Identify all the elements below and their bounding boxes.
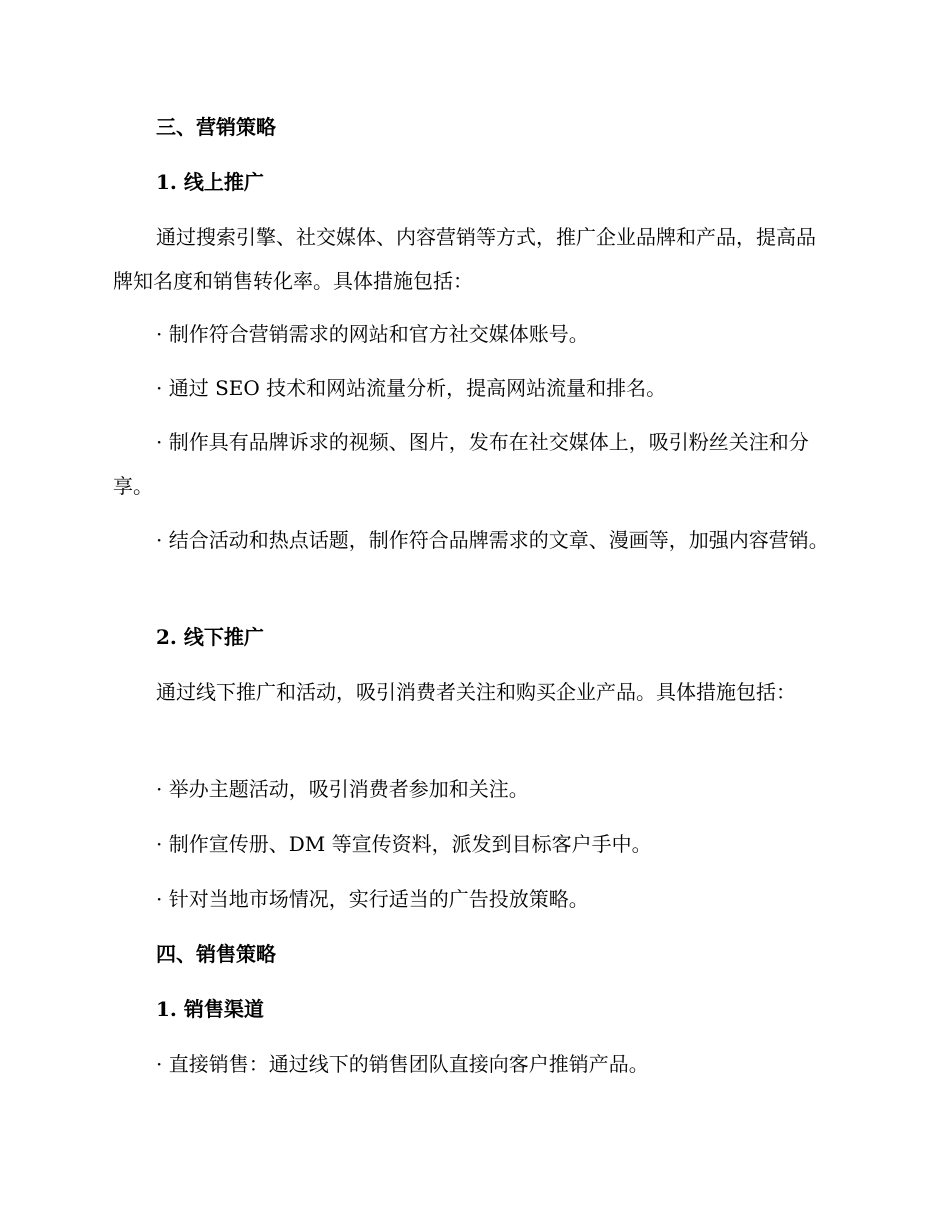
- offline-promotion-intro: 通过线下推广和活动，吸引消费者关注和购买企业产品。具体措施包括：: [156, 680, 796, 704]
- list-item: · 结合活动和热点话题，制作符合品牌需求的文章、漫画等，加强内容营销。: [156, 528, 829, 552]
- list-item: · 制作具有品牌诉求的视频、图片，发布在社交媒体上，吸引粉丝关注和分享。: [113, 430, 809, 498]
- section-3-title: 三、营销策略: [156, 115, 276, 139]
- list-item: · 制作宣传册、DM 等宣传资料，派发到目标客户手中。: [156, 832, 652, 856]
- list-item: · 举办主题活动，吸引消费者参加和关注。: [156, 777, 529, 801]
- online-promotion-intro: 通过搜索引擎、社交媒体、内容营销等方式，推广企业品牌和产品，提高品牌知名度和销售转化率。具体措施包括：: [113, 225, 816, 293]
- subsection-sales-channel-title: 1. 销售渠道: [156, 997, 264, 1021]
- section-4-title: 四、销售策略: [156, 942, 276, 966]
- subsection-offline-promotion-title: 2. 线下推广: [156, 625, 264, 649]
- list-item: · 直接销售：通过线下的销售团队直接向客户推销产品。: [156, 1052, 649, 1076]
- subsection-online-promotion-title: 1. 线上推广: [156, 170, 264, 194]
- list-item: · 制作符合营销需求的网站和官方社交媒体账号。: [156, 322, 589, 346]
- list-item: · 通过 SEO 技术和网站流量分析，提高网站流量和排名。: [156, 376, 667, 400]
- list-item: · 针对当地市场情况，实行适当的广告投放策略。: [156, 887, 589, 911]
